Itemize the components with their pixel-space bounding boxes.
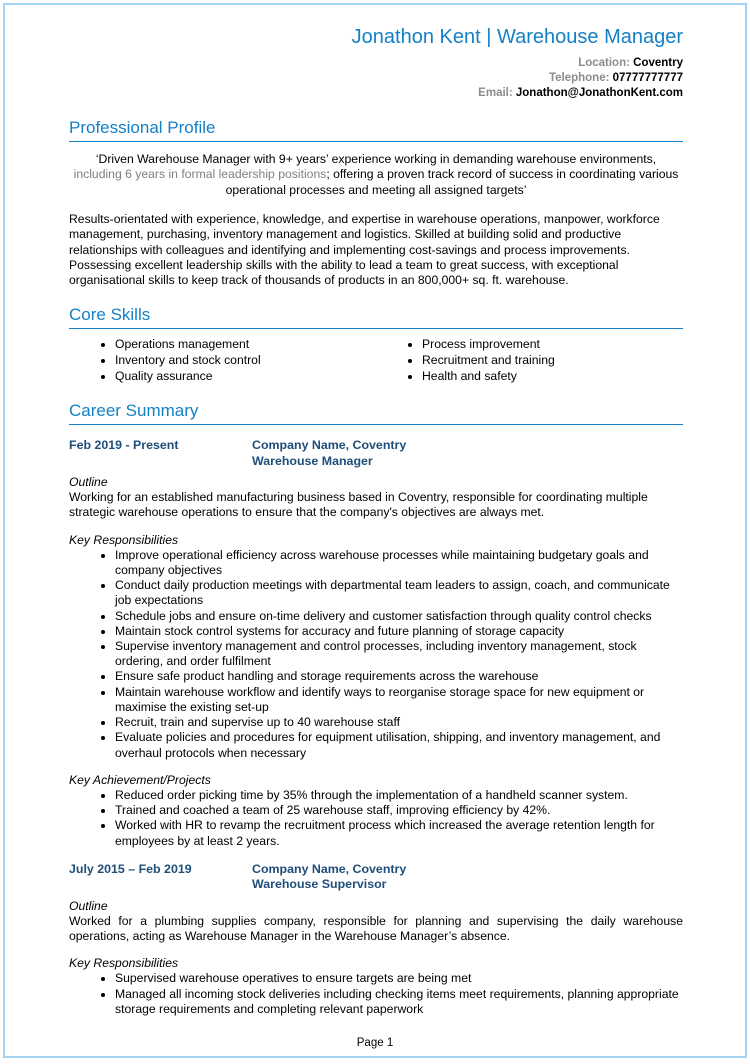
cv-page bbox=[3, 3, 747, 1058]
responsibility-item: • Maintain stock control systems for accuracy and future planning of storage capacity bbox=[115, 624, 683, 639]
achievements-label: Key Achievement/Projects bbox=[69, 772, 211, 787]
achievements-list bbox=[69, 788, 683, 849]
candidate-name: Jonathon Kent | Warehouse Manager bbox=[351, 26, 683, 48]
core-skills-columns bbox=[69, 336, 683, 384]
responsibility-item: • Schedule jobs and ensure on-time delivery and customer satisfaction through quality control checks bbox=[115, 609, 683, 624]
section-career-summary bbox=[69, 401, 683, 1017]
job-outline: Worked for a plumbing supplies company, responsible for planning and supervising the daily warehouse operations, acting as Warehouse Manager in the Warehouse Manager’s absence. bbox=[69, 913, 683, 943]
achievement-item: • Reduced order picking time by 35% through the implementation of a handheld scanner system. bbox=[115, 788, 683, 803]
quote-part-1: ‘Driven Warehouse Manager with 9+ years’ experience working in demanding warehouse environments, bbox=[95, 152, 657, 166]
outline-label: Outline bbox=[69, 898, 108, 913]
responsibility-item: • Managed all incoming stock deliveries including checking items meet requirements, planning appropriate storage requirements and completing relevant paperwork bbox=[115, 987, 683, 1017]
core-skills-right-column bbox=[376, 336, 683, 384]
achievement-item: • Trained and coached a team of 25 warehouse staff, improving efficiency by 42%. bbox=[115, 803, 683, 818]
job-dates: July 2015 – Feb 2019 bbox=[69, 861, 192, 876]
job-company: Company Name, Coventry bbox=[252, 861, 407, 876]
responsibility-item: • Conduct daily production meetings with departmental team leaders to assign, coach, and communicate job expectations bbox=[115, 578, 683, 608]
section-professional-profile bbox=[69, 118, 683, 288]
telephone-label: Telephone: bbox=[548, 72, 610, 84]
skill-item: • Health and safety bbox=[422, 368, 683, 384]
job-position bbox=[252, 862, 406, 893]
contact-location bbox=[69, 56, 683, 71]
responsibilities-label: Key Responsibilities bbox=[69, 956, 179, 971]
responsibility-item: • Supervised warehouse operatives to ensure targets are being met bbox=[115, 971, 683, 986]
location-value: Coventry bbox=[633, 57, 683, 69]
responsibility-item: • Evaluate policies and procedures for equipment utilisation, shipping, and inventory management, and overhaul protocols when necessary bbox=[115, 730, 683, 760]
location-label: Location: bbox=[578, 57, 630, 69]
responsibility-item: • Supervise inventory management and control processes, including inventory management, stock ordering, and order fulfilment bbox=[115, 639, 683, 669]
skill-item: • Quality assurance bbox=[115, 368, 376, 384]
responsibility-item: • Improve operational efficiency across warehouse processes while maintaining budgetary goals and company objectives bbox=[115, 548, 683, 578]
achievement-item: • Worked with HR to revamp the recruitment process which increased the average retention length for employees by at least 2 years. bbox=[115, 818, 683, 848]
section-core-skills bbox=[69, 305, 683, 384]
section-title-professional-profile: Professional Profile bbox=[69, 118, 683, 142]
outline-label: Outline bbox=[69, 475, 108, 490]
job-role: Warehouse Manager bbox=[252, 453, 373, 468]
skill-item: • Inventory and stock control bbox=[115, 352, 376, 368]
responsibilities-list bbox=[69, 548, 683, 761]
quote-part-3: ; offering a proven track record of success in coordinating various operational processes and meeting all assigned targets’ bbox=[225, 167, 679, 197]
contact-email bbox=[69, 86, 683, 101]
cv-header bbox=[69, 25, 683, 101]
job-role: Warehouse Supervisor bbox=[252, 877, 387, 892]
core-skills-left-column bbox=[69, 336, 376, 384]
page-number: Page 1 bbox=[356, 1037, 394, 1049]
job-position bbox=[252, 438, 406, 469]
responsibilities-label: Key Responsibilities bbox=[69, 532, 179, 547]
job-dates: Feb 2019 - Present bbox=[69, 438, 179, 453]
responsibility-item: • Maintain warehouse workflow and identify ways to reorganise storage space for new equipment or maximise the existing set-up bbox=[115, 685, 683, 715]
section-title-career-summary: Career Summary bbox=[69, 401, 683, 425]
skill-item: • Process improvement bbox=[422, 336, 683, 352]
email-label: Email: bbox=[478, 87, 513, 99]
job-header bbox=[69, 862, 683, 893]
job-company: Company Name, Coventry bbox=[252, 438, 407, 453]
profile-quote bbox=[73, 152, 679, 198]
email-value: Jonathon@JonathonKent.com bbox=[515, 87, 683, 99]
profile-summary: Results-orientated with experience, knowledge, and expertise in warehouse operations, manpower, workforce management, purchasing, inventory management and logistics. Skilled at building solid and productive relationships with colleagues and identifying and implementing cost-savings and process improvements. Possessing excellent leadership skills with the ability to lead a team to great success, with exceptional organisational skills to keep track of thousands of products in an 800,000+ sq. ft. warehouse. bbox=[69, 212, 660, 288]
contact-telephone bbox=[69, 71, 683, 86]
job-header bbox=[69, 438, 683, 469]
job-outline: Working for an established manufacturing business based in Coventry, responsible for coordinating multiple strategic warehouse operations to ensure that the company's objectives are always met. bbox=[69, 490, 648, 520]
responsibilities-list bbox=[69, 971, 683, 1017]
responsibility-item: • Recruit, train and supervise up to 40 warehouse staff bbox=[115, 715, 683, 730]
telephone-value: 07777777777 bbox=[612, 72, 683, 84]
responsibility-item: • Ensure safe product handling and storage requirements across the warehouse bbox=[115, 669, 683, 684]
skill-item: • Recruitment and training bbox=[422, 352, 683, 368]
job-entry-warehouse-supervisor bbox=[69, 862, 683, 1017]
skill-item: • Operations management bbox=[115, 336, 376, 352]
quote-part-2: including 6 years in formal leadership positions bbox=[73, 167, 327, 182]
job-entry-warehouse-manager bbox=[69, 438, 683, 848]
section-title-core-skills: Core Skills bbox=[69, 305, 683, 329]
